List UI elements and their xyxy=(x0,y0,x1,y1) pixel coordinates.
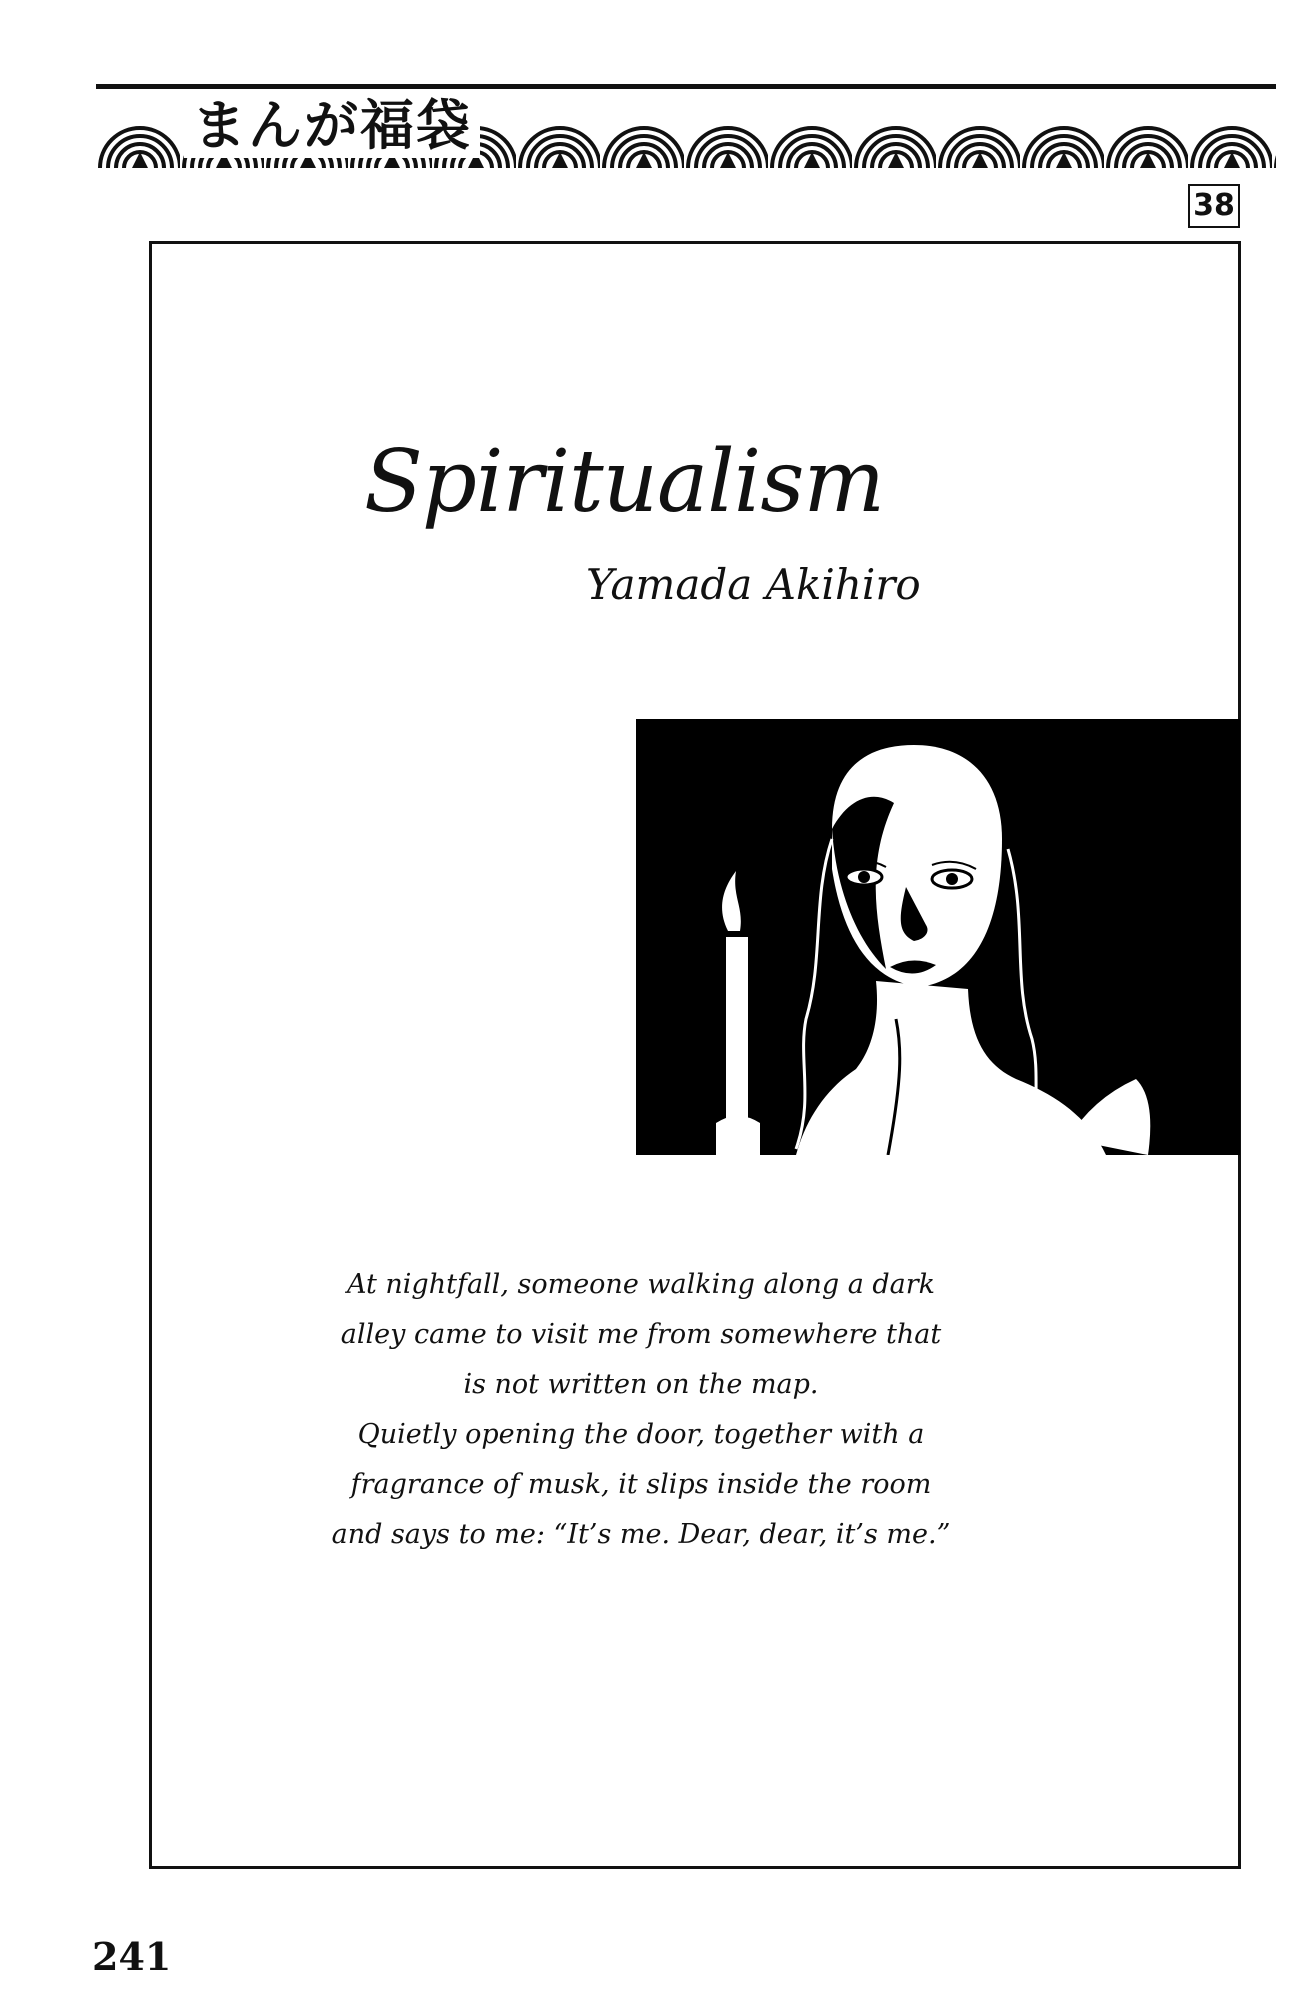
prose-line: At nightfall, someone walking along a dark xyxy=(346,1269,936,1300)
chapter-number-badge: 38 xyxy=(1188,184,1240,228)
prose-line: fragrance of musk, it slips inside the room xyxy=(350,1469,932,1500)
story-author: Yamada Akihiro xyxy=(586,560,921,609)
prose-line: alley came to visit me from somewhere that xyxy=(340,1319,942,1350)
prose-line: Quietly opening the door, together with a xyxy=(357,1419,925,1450)
prose-line: is not written on the map. xyxy=(463,1369,819,1400)
series-title: まんが福袋 xyxy=(184,94,480,158)
prose-line: and says to me: “It’s me. Dear, dear, it’s me.” xyxy=(331,1519,951,1550)
woman-with-candle-illustration xyxy=(636,719,1240,1155)
illustration-drawing xyxy=(636,719,1240,1155)
prose-text xyxy=(305,1260,977,1560)
story-title: Spiritualism xyxy=(364,432,884,532)
series-header xyxy=(96,82,1276,170)
page-number: 241 xyxy=(92,1934,172,1979)
